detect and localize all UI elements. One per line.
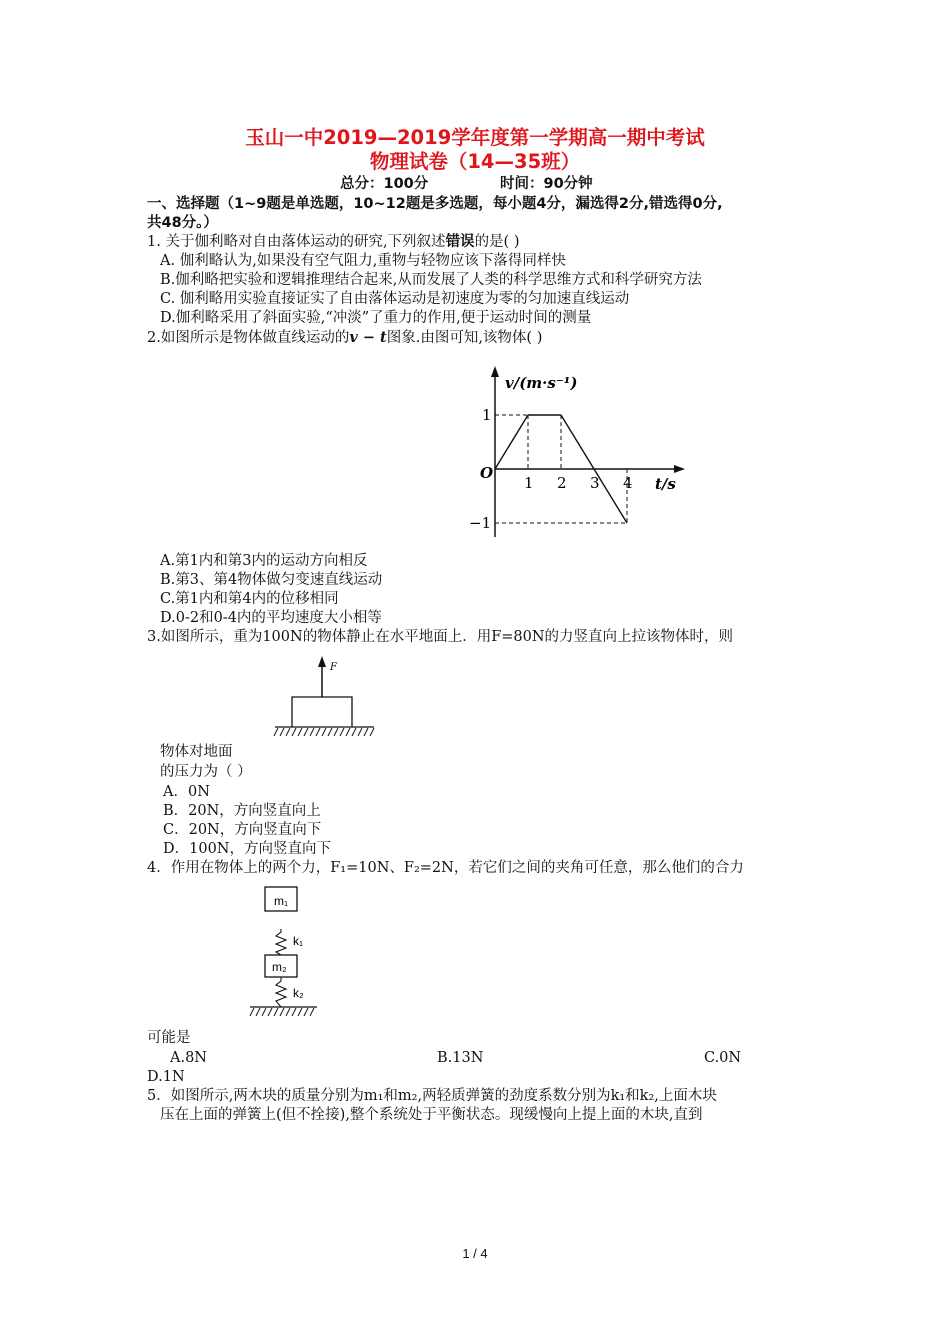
q1-option-c: C. 伽利略用实验直接证实了自由落体运动是初速度为零的匀加速直线运动 [160,291,630,307]
q4-option-b: B.13N [437,1050,484,1066]
y-axis-label: v/(m·s⁻¹) [505,374,578,392]
q1-option-d: D.伽利略采用了斜面实验,“冲淡”了重力的作用,便于运动时间的测量 [160,310,592,326]
q4-option-a: A.8N [170,1050,207,1066]
series-segment [561,415,594,469]
spring-k2 [276,977,286,1007]
q2-stem [147,328,542,348]
q3-stem-cont1: 物体对地面 [160,744,233,760]
x-tick-label: 2 [557,474,567,492]
exam-title: 玉山一中2019—2019学年度第一学期高一期中考试 [245,126,705,149]
q1-stem [147,233,520,252]
total-score: 总分：100分 [340,176,429,192]
y-tick-label: −1 [469,514,492,532]
exam-time: 时间：90分钟 [500,176,593,192]
x-tick-label: 1 [524,474,534,492]
q5-stem-line1: 5．如图所示,两木块的质量分别为m₁和m₂,两轻质弹簧的劲度系数分别为k₁和k₂,上面木块 [147,1088,717,1104]
q3-option-b: B．20N，方向竖直向上 [163,803,321,819]
label-k2: k₂ [293,986,304,1000]
x-tick-label: 3 [590,474,600,492]
x-axis-label: t/s [655,475,676,493]
q2-stem-post: 图象.由图可知,该物体( ) [386,330,543,346]
q2-option-d: D.0-2和0-4内的平均速度大小相等 [160,610,382,626]
q3-stem: 3.如图所示，重为100N的物体静止在水平地面上．用F=80N的力竖直向上拉该物体时，则 [147,629,734,645]
q2-stem-math: v − t [349,329,387,346]
q4-stem: 4．作用在物体上的两个力，F₁=10N、F₂=2N，若它们之间的夹角可任意，那么他们的合力 [147,860,744,876]
vt-chart [455,352,700,550]
q5-stem-line2: 压在上面的弹簧上(但不拴接),整个系统处于平衡状态。现缓慢向上提上面的木块,直到 [160,1107,703,1123]
q1-stem-post: 的是( ) [474,234,520,250]
q4-stem-cont: 可能是 [147,1030,191,1046]
ground-hatch [250,1008,314,1016]
section-heading: 一、选择题（1~9题是单选题，10~12题是多选题，每小题4分，漏选得2分,错选得0分, [147,196,723,212]
origin-label: O [480,464,494,482]
q1-option-a: A. 伽利略认为,如果没有空气阻力,重物与轻物应该下落得同样快 [160,253,566,269]
exam-subtitle: 物理试卷（14—35班） [369,150,581,173]
q2-stem-pre: 2.如图所示是物体做直线运动的 [147,330,350,346]
q1-stem-emphasis: 错误 [445,234,475,250]
spring-k1 [276,929,286,955]
label-m1: m₁ [274,894,289,908]
q3-option-d: D．100N，方向竖直向下 [163,841,331,857]
series-segment [495,415,528,469]
q3-stem-cont2: 的压力为（ ） [160,764,252,780]
x-tick-label: 4 [623,474,633,492]
q2-option-b: B.第3、第4物体做匀变速直线运动 [160,572,383,588]
page-number: 1 / 4 [462,1246,488,1261]
q3-option-c: C．20N，方向竖直向下 [163,822,322,838]
label-k1: k₁ [293,934,304,948]
y-tick-label: 1 [482,406,492,424]
q4-option-d: D.1N [147,1069,185,1085]
section-heading-cont: 共48分。） [147,215,218,231]
ground-hatch [274,728,374,736]
spring-mass-figure [245,882,325,1027]
force-label: F [330,662,337,673]
q3-figure [270,652,380,742]
force-arrow-head-icon [318,656,326,667]
q2-option-a: A.第1内和第3内的运动方向相反 [160,553,368,569]
label-m2: m₂ [272,960,287,974]
q1-stem-pre: 1. 关于伽利略对自由落体运动的研究,下列叙述 [147,234,446,250]
q1-option-b: B.伽利略把实验和逻辑推理结合起来,从而发展了人类的科学思维方式和科学研究方法 [160,272,702,288]
q2-option-c: C.第1内和第4内的位移相同 [160,591,339,607]
block [292,697,352,727]
q3-option-a: A．0N [163,784,210,800]
y-axis-arrow-icon [491,366,499,377]
x-axis-arrow-icon [674,465,685,473]
q4-option-c: C.0N [704,1050,742,1066]
